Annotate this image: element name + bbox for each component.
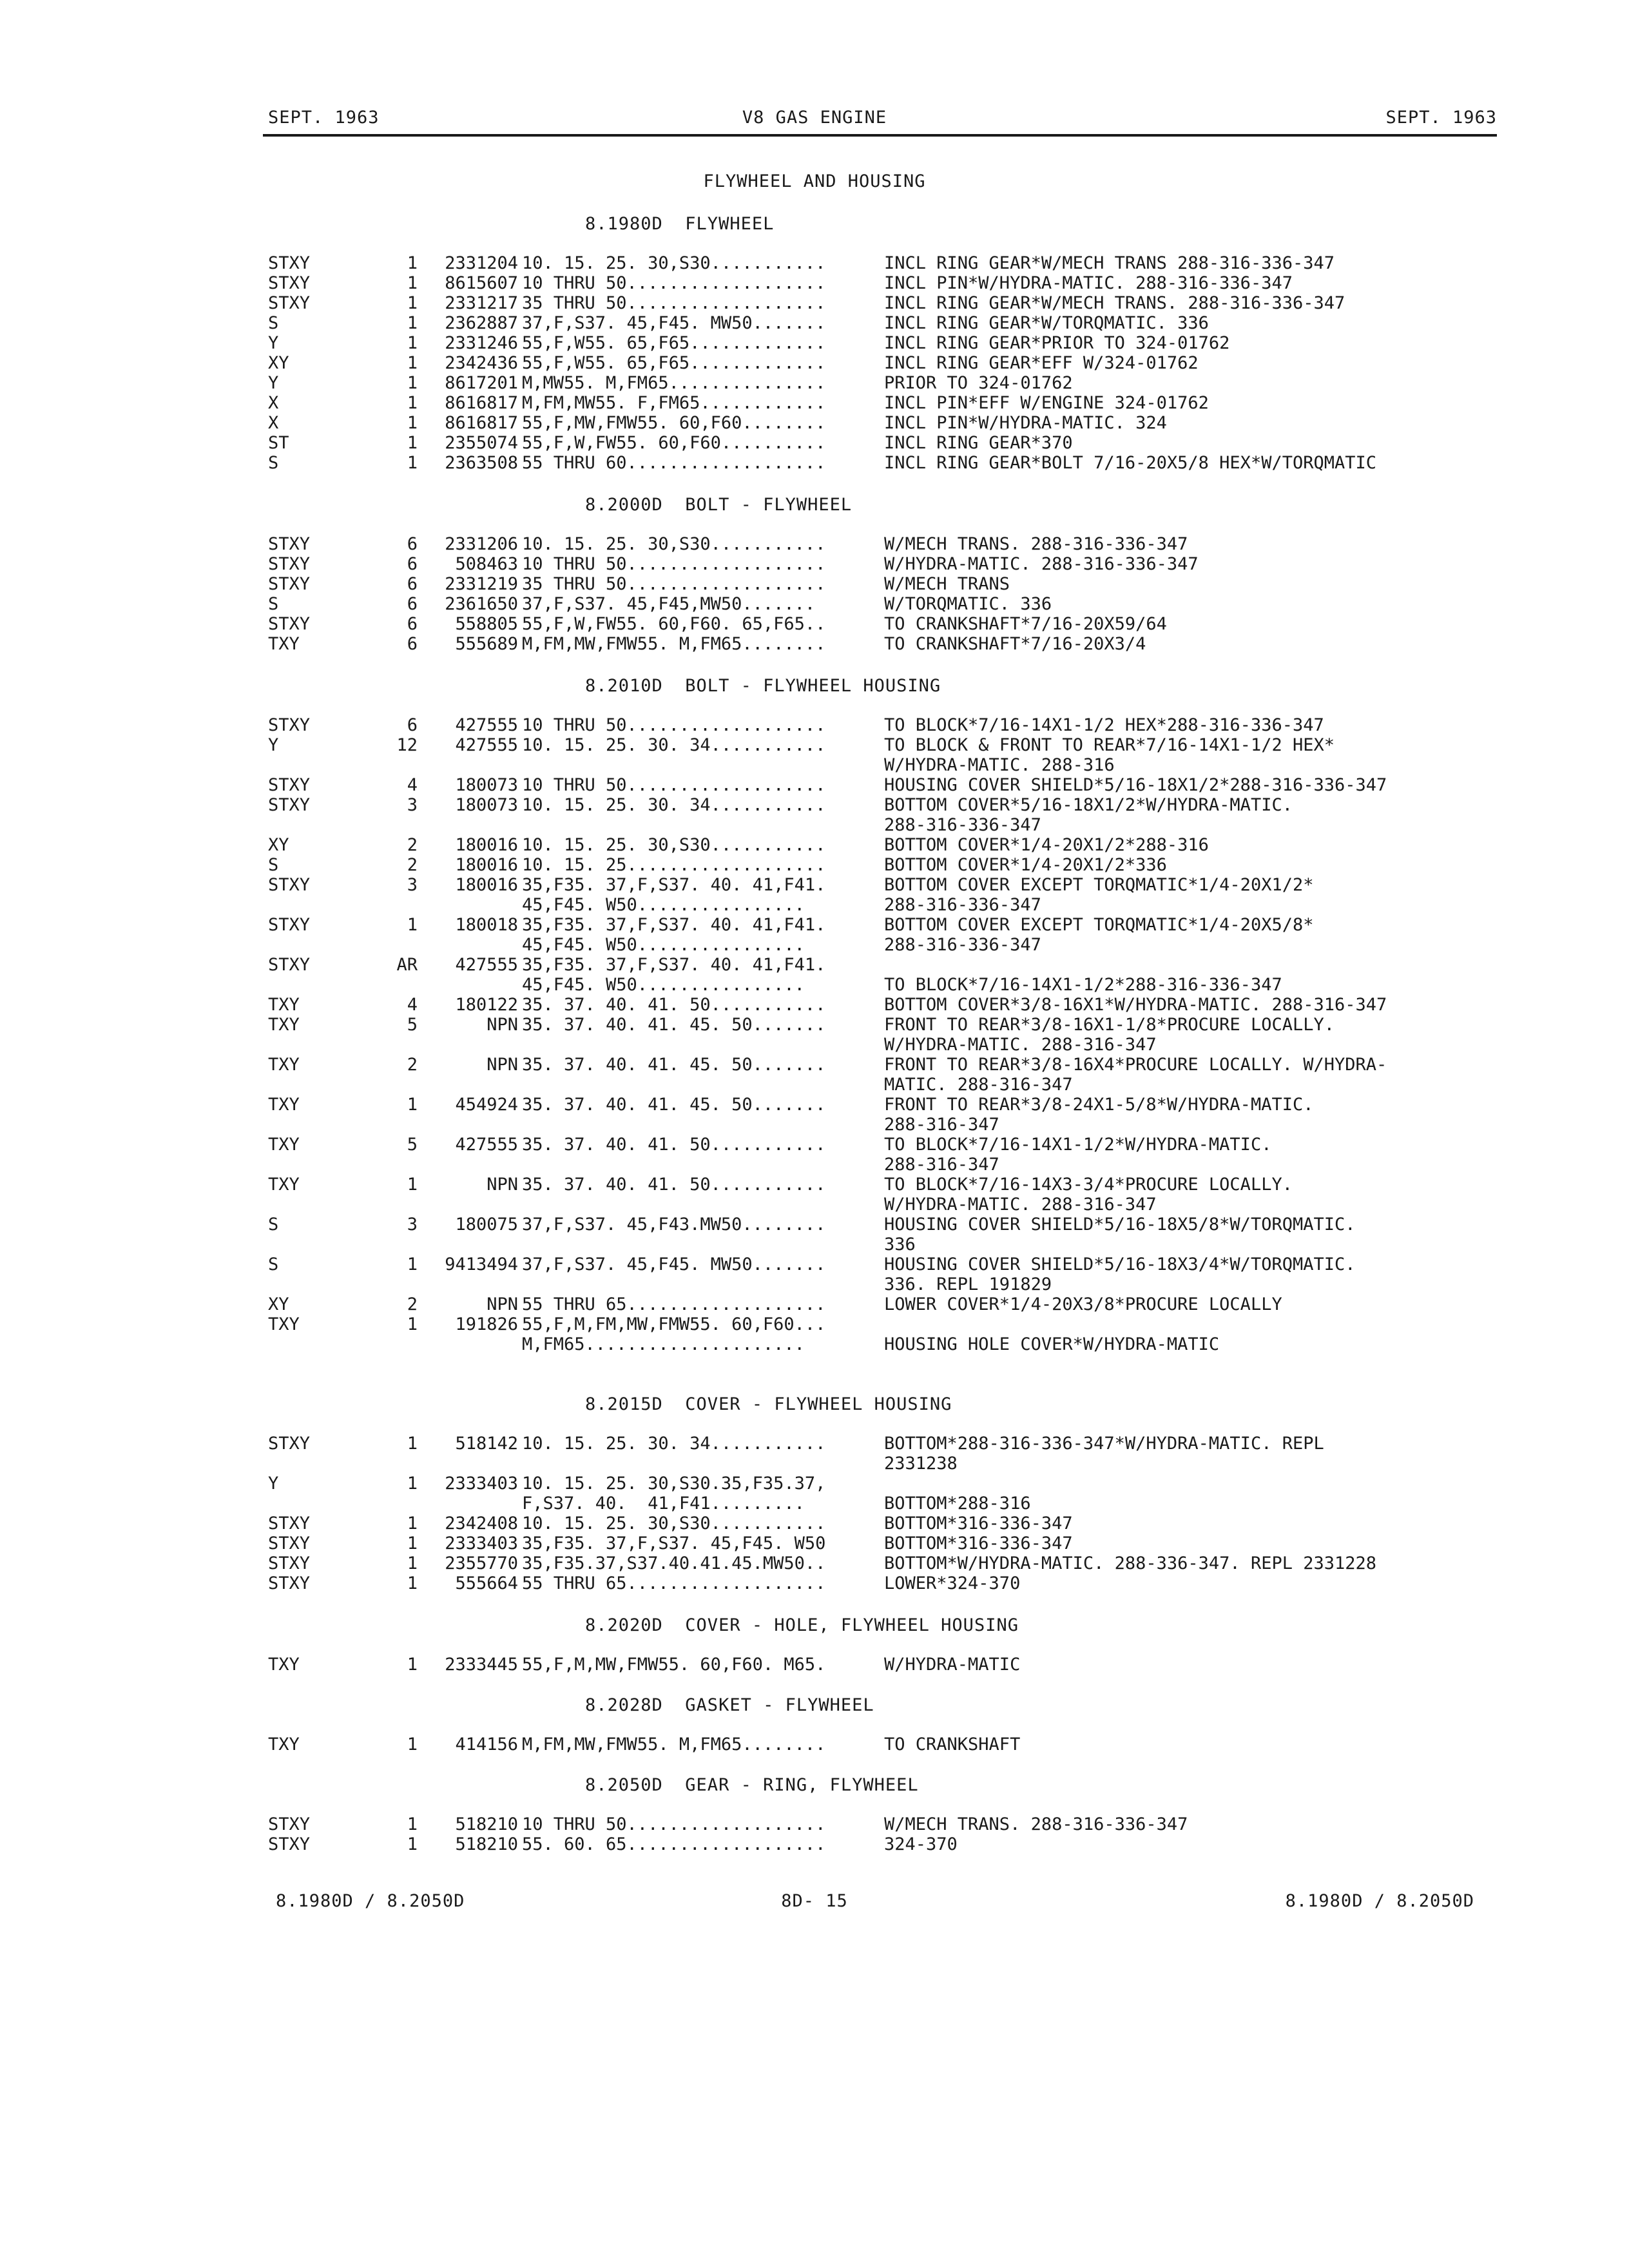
header-title: V8 GAS ENGINE: [742, 108, 887, 128]
quantity: 5: [407, 1135, 418, 1155]
quantity: 1: [407, 453, 418, 473]
quantity: 4: [407, 775, 418, 795]
model-applicability: 10 THRU 50...................: [522, 273, 826, 293]
model-applicability: 10 THRU 50...................: [522, 1814, 826, 1834]
part-number: 2361650: [445, 594, 518, 614]
description: INCL RING GEAR*PRIOR TO 324-01762: [884, 333, 1230, 353]
model-applicability: 35. 37. 40. 41. 50...........: [522, 1175, 826, 1195]
part-number: 191826: [455, 1314, 518, 1334]
description: BOTTOM COVER*1/4-20X1/2*288-316: [884, 835, 1209, 855]
model-applicability: 55 THRU 60...................: [522, 453, 826, 473]
model-applicability: 10. 15. 25. 30,S30...........: [522, 835, 826, 855]
model-code: STXY: [268, 795, 311, 815]
model-code: X: [268, 393, 279, 413]
model-code: TXY: [268, 1314, 300, 1334]
model-code: S: [268, 1215, 279, 1235]
model-code: STXY: [268, 1834, 311, 1854]
page-title: FLYWHEEL AND HOUSING: [703, 171, 926, 191]
description: BOTTOM COVER EXCEPT TORQMATIC*1/4-20X5/8*: [884, 915, 1314, 935]
description: PRIOR TO 324-01762: [884, 373, 1073, 393]
description: W/MECH TRANS: [884, 574, 1010, 594]
model-applicability: 55,F,W,FW55. 60,F60. 65,F65..: [522, 614, 826, 634]
model-code: TXY: [268, 1735, 300, 1754]
model-applicability: 35,F35.37,S37.40.41.45.MW50..: [522, 1553, 826, 1573]
model-applicability: 10. 15. 25. 30. 34...........: [522, 1434, 826, 1454]
quantity: 1: [407, 1314, 418, 1334]
description: BOTTOM*W/HYDRA-MATIC. 288-336-347. REPL 2331228: [884, 1553, 1377, 1573]
model-code: TXY: [268, 1135, 300, 1155]
model-code: XY: [268, 353, 289, 373]
description-cont: W/HYDRA-MATIC. 288-316: [884, 755, 1115, 775]
model-applicability: 35 THRU 50...................: [522, 574, 826, 594]
description: INCL RING GEAR*EFF W/324-01762: [884, 353, 1199, 373]
part-number: NPN: [487, 1015, 518, 1035]
description-cont: W/HYDRA-MATIC. 288-316-347: [884, 1195, 1157, 1215]
part-number: NPN: [487, 1055, 518, 1075]
description: HOUSING COVER SHIELD*5/16-18X1/2*288-316-336-347: [884, 775, 1387, 795]
model-applicability: 10. 15. 25. 30. 34...........: [522, 735, 826, 755]
model-applicability: 10. 15. 25. 30,S30.35,F35.37,: [522, 1474, 826, 1494]
description-cont: 288-316-347: [884, 1155, 999, 1175]
quantity: 5: [407, 1015, 418, 1035]
quantity: 1: [407, 1573, 418, 1593]
section-title: 8.2010D BOLT - FLYWHEEL HOUSING: [585, 676, 941, 696]
part-number: 555689: [455, 634, 518, 654]
part-number: 180016: [455, 835, 518, 855]
model-applicability: 10 THRU 50...................: [522, 775, 826, 795]
model-applicability-cont: M,FM65.....................: [522, 1334, 805, 1354]
description: TO CRANKSHAFT*7/16-20X3/4: [884, 634, 1146, 654]
model-code: TXY: [268, 1175, 300, 1195]
part-number: 2363508: [445, 453, 518, 473]
quantity: 2: [407, 835, 418, 855]
part-number: 2331217: [445, 293, 518, 313]
description: HOUSING COVER SHIELD*5/16-18X5/8*W/TORQMATIC.: [884, 1215, 1356, 1235]
header-date-left: SEPT. 1963: [268, 108, 380, 128]
model-applicability-cont: F,S37. 40. 41,F41.........: [522, 1494, 805, 1514]
quantity: 6: [407, 614, 418, 634]
part-number: 518210: [455, 1834, 518, 1854]
description: INCL RING GEAR*W/TORQMATIC. 336: [884, 313, 1209, 333]
part-number: 8617201: [445, 373, 518, 393]
part-number: 180122: [455, 995, 518, 1015]
quantity: 1: [407, 373, 418, 393]
description: W/MECH TRANS. 288-316-336-347: [884, 534, 1188, 554]
description: INCL RING GEAR*W/MECH TRANS 288-316-336-347: [884, 253, 1335, 273]
section-title: 8.2028D GASKET - FLYWHEEL: [585, 1695, 874, 1715]
model-applicability: 10. 15. 25. 30,S30...........: [522, 253, 826, 273]
model-code: Y: [268, 735, 279, 755]
description: W/HYDRA-MATIC: [884, 1655, 1021, 1675]
quantity: 1: [407, 313, 418, 333]
model-code: STXY: [268, 1573, 311, 1593]
model-code: ST: [268, 433, 289, 453]
part-number: 558805: [455, 614, 518, 634]
part-number: 508463: [455, 554, 518, 574]
quantity: 2: [407, 1294, 418, 1314]
quantity: 2: [407, 1055, 418, 1075]
model-code: XY: [268, 1294, 289, 1314]
model-code: STXY: [268, 273, 311, 293]
description: BOTTOM*316-336-347: [884, 1533, 1073, 1553]
model-applicability-cont: 45,F45. W50................: [522, 975, 805, 995]
model-applicability: M,FM,MW,FMW55. M,FM65........: [522, 1735, 826, 1754]
quantity: 1: [407, 1533, 418, 1553]
model-code: STXY: [268, 253, 311, 273]
model-code: XY: [268, 835, 289, 855]
model-code: S: [268, 453, 279, 473]
description: HOUSING COVER SHIELD*5/16-18X3/4*W/TORQMATIC.: [884, 1254, 1356, 1274]
part-number: 8616817: [445, 393, 518, 413]
model-applicability: 35 THRU 50...................: [522, 293, 826, 313]
quantity: 1: [407, 1655, 418, 1675]
description: TO BLOCK*7/16-14X1-1/2*W/HYDRA-MATIC.: [884, 1135, 1272, 1155]
quantity: 1: [407, 433, 418, 453]
model-applicability: 35. 37. 40. 41. 45. 50.......: [522, 1055, 826, 1075]
model-code: TXY: [268, 995, 300, 1015]
model-applicability: 55 THRU 65...................: [522, 1294, 826, 1314]
quantity: 1: [407, 1095, 418, 1115]
quantity: 1: [407, 1474, 418, 1494]
part-number: 2333445: [445, 1655, 518, 1675]
description-cont: MATIC. 288-316-347: [884, 1075, 1073, 1095]
section-title: 8.2050D GEAR - RING, FLYWHEEL: [585, 1775, 919, 1795]
description-cont: 288-316-347: [884, 1115, 999, 1135]
model-applicability: 35. 37. 40. 41. 45. 50.......: [522, 1095, 826, 1115]
part-number: 454924: [455, 1095, 518, 1115]
model-applicability: 37,F,S37. 45,F45,MW50.......: [522, 594, 816, 614]
quantity: 1: [407, 413, 418, 433]
quantity: 4: [407, 995, 418, 1015]
description: INCL RING GEAR*370: [884, 433, 1073, 453]
description: INCL RING GEAR*BOLT 7/16-20X5/8 HEX*W/TORQMATIC: [884, 453, 1377, 473]
footer-page-number: 8D- 15: [781, 1891, 848, 1911]
part-number: 180016: [455, 855, 518, 875]
quantity: 1: [407, 1514, 418, 1533]
model-code: STXY: [268, 1514, 311, 1533]
part-number: 2355770: [445, 1553, 518, 1573]
quantity: 6: [407, 594, 418, 614]
part-number: 427555: [455, 1135, 518, 1155]
part-number: 2342408: [445, 1514, 518, 1533]
description-cont: 288-316-336-347: [884, 895, 1041, 915]
quantity: 1: [407, 915, 418, 935]
description: BOTTOM*288-316-336-347*W/HYDRA-MATIC. REPL: [884, 1434, 1324, 1454]
part-number: 180073: [455, 775, 518, 795]
section-title: 8.1980D FLYWHEEL: [585, 214, 775, 234]
model-applicability: 35. 37. 40. 41. 45. 50.......: [522, 1015, 826, 1035]
model-code: STXY: [268, 534, 311, 554]
part-number: 8616817: [445, 413, 518, 433]
part-number: 180073: [455, 795, 518, 815]
quantity: 1: [407, 393, 418, 413]
model-applicability: 55. 60. 65...................: [522, 1834, 826, 1854]
model-applicability: M,MW55. M,FM65...............: [522, 373, 826, 393]
part-number: 2331204: [445, 253, 518, 273]
description: BOTTOM COVER EXCEPT TORQMATIC*1/4-20X1/2*: [884, 875, 1314, 895]
description: W/TORQMATIC. 336: [884, 594, 1052, 614]
description-cont: 336: [884, 1235, 916, 1254]
model-applicability: 35,F35. 37,F,S37. 40. 41,F41.: [522, 915, 826, 935]
description: TO CRANKSHAFT*7/16-20X59/64: [884, 614, 1167, 634]
section-title: 8.2015D COVER - FLYWHEEL HOUSING: [585, 1394, 952, 1414]
model-code: STXY: [268, 293, 311, 313]
model-applicability: 55,F,M,FM,MW,FMW55. 60,F60...: [522, 1314, 826, 1334]
model-applicability: 10 THRU 50...................: [522, 554, 826, 574]
quantity: 12: [396, 735, 418, 755]
model-applicability: 37,F,S37. 45,F43.MW50........: [522, 1215, 826, 1235]
quantity: 1: [407, 273, 418, 293]
model-code: TXY: [268, 634, 300, 654]
part-number: 427555: [455, 715, 518, 735]
description-cont: 288-316-336-347: [884, 935, 1041, 955]
model-applicability: 35,F35. 37,F,S37. 40. 41,F41.: [522, 955, 826, 975]
part-number: 2331206: [445, 534, 518, 554]
description: INCL PIN*W/HYDRA-MATIC. 324: [884, 413, 1167, 433]
model-code: STXY: [268, 715, 311, 735]
quantity: 1: [407, 253, 418, 273]
quantity: 1: [407, 1735, 418, 1754]
description: FRONT TO REAR*3/8-16X1-1/8*PROCURE LOCALLY.: [884, 1015, 1335, 1035]
quantity: 1: [407, 333, 418, 353]
quantity: 1: [407, 1814, 418, 1834]
part-number: 2342436: [445, 353, 518, 373]
model-applicability: M,FM,MW55. F,FM65............: [522, 393, 826, 413]
quantity: 1: [407, 1434, 418, 1454]
model-applicability: 37,F,S37. 45,F45. MW50.......: [522, 313, 826, 333]
part-number: 8615607: [445, 273, 518, 293]
part-number: 2331219: [445, 574, 518, 594]
description: TO CRANKSHAFT: [884, 1735, 1021, 1754]
model-code: S: [268, 855, 279, 875]
part-number: 180018: [455, 915, 518, 935]
description: W/HYDRA-MATIC. 288-316-336-347: [884, 554, 1199, 574]
description: LOWER COVER*1/4-20X3/8*PROCURE LOCALLY: [884, 1294, 1282, 1314]
model-code: STXY: [268, 1553, 311, 1573]
model-applicability: 35. 37. 40. 41. 50...........: [522, 1135, 826, 1155]
quantity: 6: [407, 534, 418, 554]
description-cont: TO BLOCK*7/16-14X1-1/2*288-316-336-347: [884, 975, 1282, 995]
model-code: TXY: [268, 1655, 300, 1675]
model-code: STXY: [268, 614, 311, 634]
model-code: Y: [268, 373, 279, 393]
part-number: 427555: [455, 735, 518, 755]
part-number: 2333403: [445, 1533, 518, 1553]
model-applicability: 10. 15. 25. 30,S30...........: [522, 1514, 826, 1533]
footer-range-left: 8.1980D / 8.2050D: [276, 1891, 465, 1911]
description: BOTTOM COVER*3/8-16X1*W/HYDRA-MATIC. 288-316-347: [884, 995, 1387, 1015]
model-applicability: 10. 15. 25...................: [522, 855, 826, 875]
description-cont: W/HYDRA-MATIC. 288-316-347: [884, 1035, 1157, 1055]
description: INCL PIN*EFF W/ENGINE 324-01762: [884, 393, 1209, 413]
model-applicability-cont: 45,F45. W50................: [522, 935, 805, 955]
model-code: TXY: [268, 1055, 300, 1075]
quantity: 2: [407, 855, 418, 875]
part-number: 9413494: [445, 1254, 518, 1274]
description: BOTTOM COVER*5/16-18X1/2*W/HYDRA-MATIC.: [884, 795, 1293, 815]
quantity: 6: [407, 715, 418, 735]
model-code: Y: [268, 333, 279, 353]
model-applicability: 55 THRU 65...................: [522, 1573, 826, 1593]
description: FRONT TO REAR*3/8-24X1-5/8*W/HYDRA-MATIC.: [884, 1095, 1314, 1115]
quantity: 6: [407, 634, 418, 654]
description-cont: 336. REPL 191829: [884, 1274, 1052, 1294]
model-applicability: 55,F,W55. 65,F65.............: [522, 333, 826, 353]
model-code: X: [268, 413, 279, 433]
description: INCL PIN*W/HYDRA-MATIC. 288-316-336-347: [884, 273, 1293, 293]
model-applicability: 55,F,M,MW,FMW55. 60,F60. M65.: [522, 1655, 826, 1675]
model-code: TXY: [268, 1015, 300, 1035]
section-title: 8.2000D BOLT - FLYWHEEL: [585, 495, 853, 515]
quantity: 3: [407, 875, 418, 895]
model-code: STXY: [268, 875, 311, 895]
model-code: STXY: [268, 1434, 311, 1454]
description: BOTTOM*316-336-347: [884, 1514, 1073, 1533]
model-applicability: 10. 15. 25. 30,S30...........: [522, 534, 826, 554]
model-code: STXY: [268, 574, 311, 594]
part-number: 518142: [455, 1434, 518, 1454]
part-number: 2355074: [445, 433, 518, 453]
description: TO BLOCK & FRONT TO REAR*7/16-14X1-1/2 HEX*: [884, 735, 1335, 755]
part-number: 555664: [455, 1573, 518, 1593]
model-code: STXY: [268, 955, 311, 975]
footer-range-right: 8.1980D / 8.2050D: [1285, 1891, 1474, 1911]
description-cont: 2331238: [884, 1454, 958, 1474]
quantity: 1: [407, 1834, 418, 1854]
model-code: S: [268, 1254, 279, 1274]
description: 324-370: [884, 1834, 958, 1854]
description-cont: 288-316-336-347: [884, 815, 1041, 835]
part-number: 2331246: [445, 333, 518, 353]
section-title: 8.2020D COVER - HOLE, FLYWHEEL HOUSING: [585, 1615, 1019, 1635]
quantity: 1: [407, 1254, 418, 1274]
model-code: STXY: [268, 1814, 311, 1834]
model-applicability: M,FM,MW,FMW55. M,FM65........: [522, 634, 826, 654]
model-applicability: 37,F,S37. 45,F45. MW50.......: [522, 1254, 826, 1274]
model-applicability: 55,F,W55. 65,F65.............: [522, 353, 826, 373]
part-number: 427555: [455, 955, 518, 975]
model-applicability-cont: 45,F45. W50................: [522, 895, 805, 915]
quantity: AR: [396, 955, 418, 975]
part-number: NPN: [487, 1294, 518, 1314]
model-code: S: [268, 594, 279, 614]
description-cont: HOUSING HOLE COVER*W/HYDRA-MATIC: [884, 1334, 1220, 1354]
model-code: STXY: [268, 775, 311, 795]
model-applicability: 35,F35. 37,F,S37. 45,F45. W50: [522, 1533, 826, 1553]
model-applicability: 35. 37. 40. 41. 50...........: [522, 995, 826, 1015]
quantity: 6: [407, 554, 418, 574]
description: TO BLOCK*7/16-14X3-3/4*PROCURE LOCALLY.: [884, 1175, 1293, 1195]
model-code: STXY: [268, 1533, 311, 1553]
description: BOTTOM COVER*1/4-20X1/2*336: [884, 855, 1167, 875]
part-number: 2362887: [445, 313, 518, 333]
part-number: 180016: [455, 875, 518, 895]
description-cont: BOTTOM*288-316: [884, 1494, 1031, 1514]
quantity: 1: [407, 293, 418, 313]
quantity: 1: [407, 1553, 418, 1573]
part-number: 2333403: [445, 1474, 518, 1494]
model-applicability: 55,F,MW,FMW55. 60,F60........: [522, 413, 826, 433]
description: TO BLOCK*7/16-14X1-1/2 HEX*288-316-336-347: [884, 715, 1324, 735]
model-applicability: 55,F,W,FW55. 60,F60..........: [522, 433, 826, 453]
model-applicability: 35,F35. 37,F,S37. 40. 41,F41.: [522, 875, 826, 895]
quantity: 1: [407, 353, 418, 373]
model-code: STXY: [268, 915, 311, 935]
quantity: 3: [407, 795, 418, 815]
header-date-right: SEPT. 1963: [1385, 108, 1497, 128]
part-number: NPN: [487, 1175, 518, 1195]
quantity: 3: [407, 1215, 418, 1235]
part-number: 414156: [455, 1735, 518, 1754]
quantity: 6: [407, 574, 418, 594]
model-applicability: 10 THRU 50...................: [522, 715, 826, 735]
model-code: Y: [268, 1474, 279, 1494]
model-code: S: [268, 313, 279, 333]
header-rule: [263, 134, 1497, 137]
quantity: 1: [407, 1175, 418, 1195]
model-applicability: 10. 15. 25. 30. 34...........: [522, 795, 826, 815]
model-code: STXY: [268, 554, 311, 574]
part-number: 180075: [455, 1215, 518, 1235]
description: LOWER*324-370: [884, 1573, 1021, 1593]
part-number: 518210: [455, 1814, 518, 1834]
description: INCL RING GEAR*W/MECH TRANS. 288-316-336-347: [884, 293, 1345, 313]
description: FRONT TO REAR*3/8-16X4*PROCURE LOCALLY. W/HYDRA-: [884, 1055, 1387, 1075]
description: W/MECH TRANS. 288-316-336-347: [884, 1814, 1188, 1834]
model-code: TXY: [268, 1095, 300, 1115]
